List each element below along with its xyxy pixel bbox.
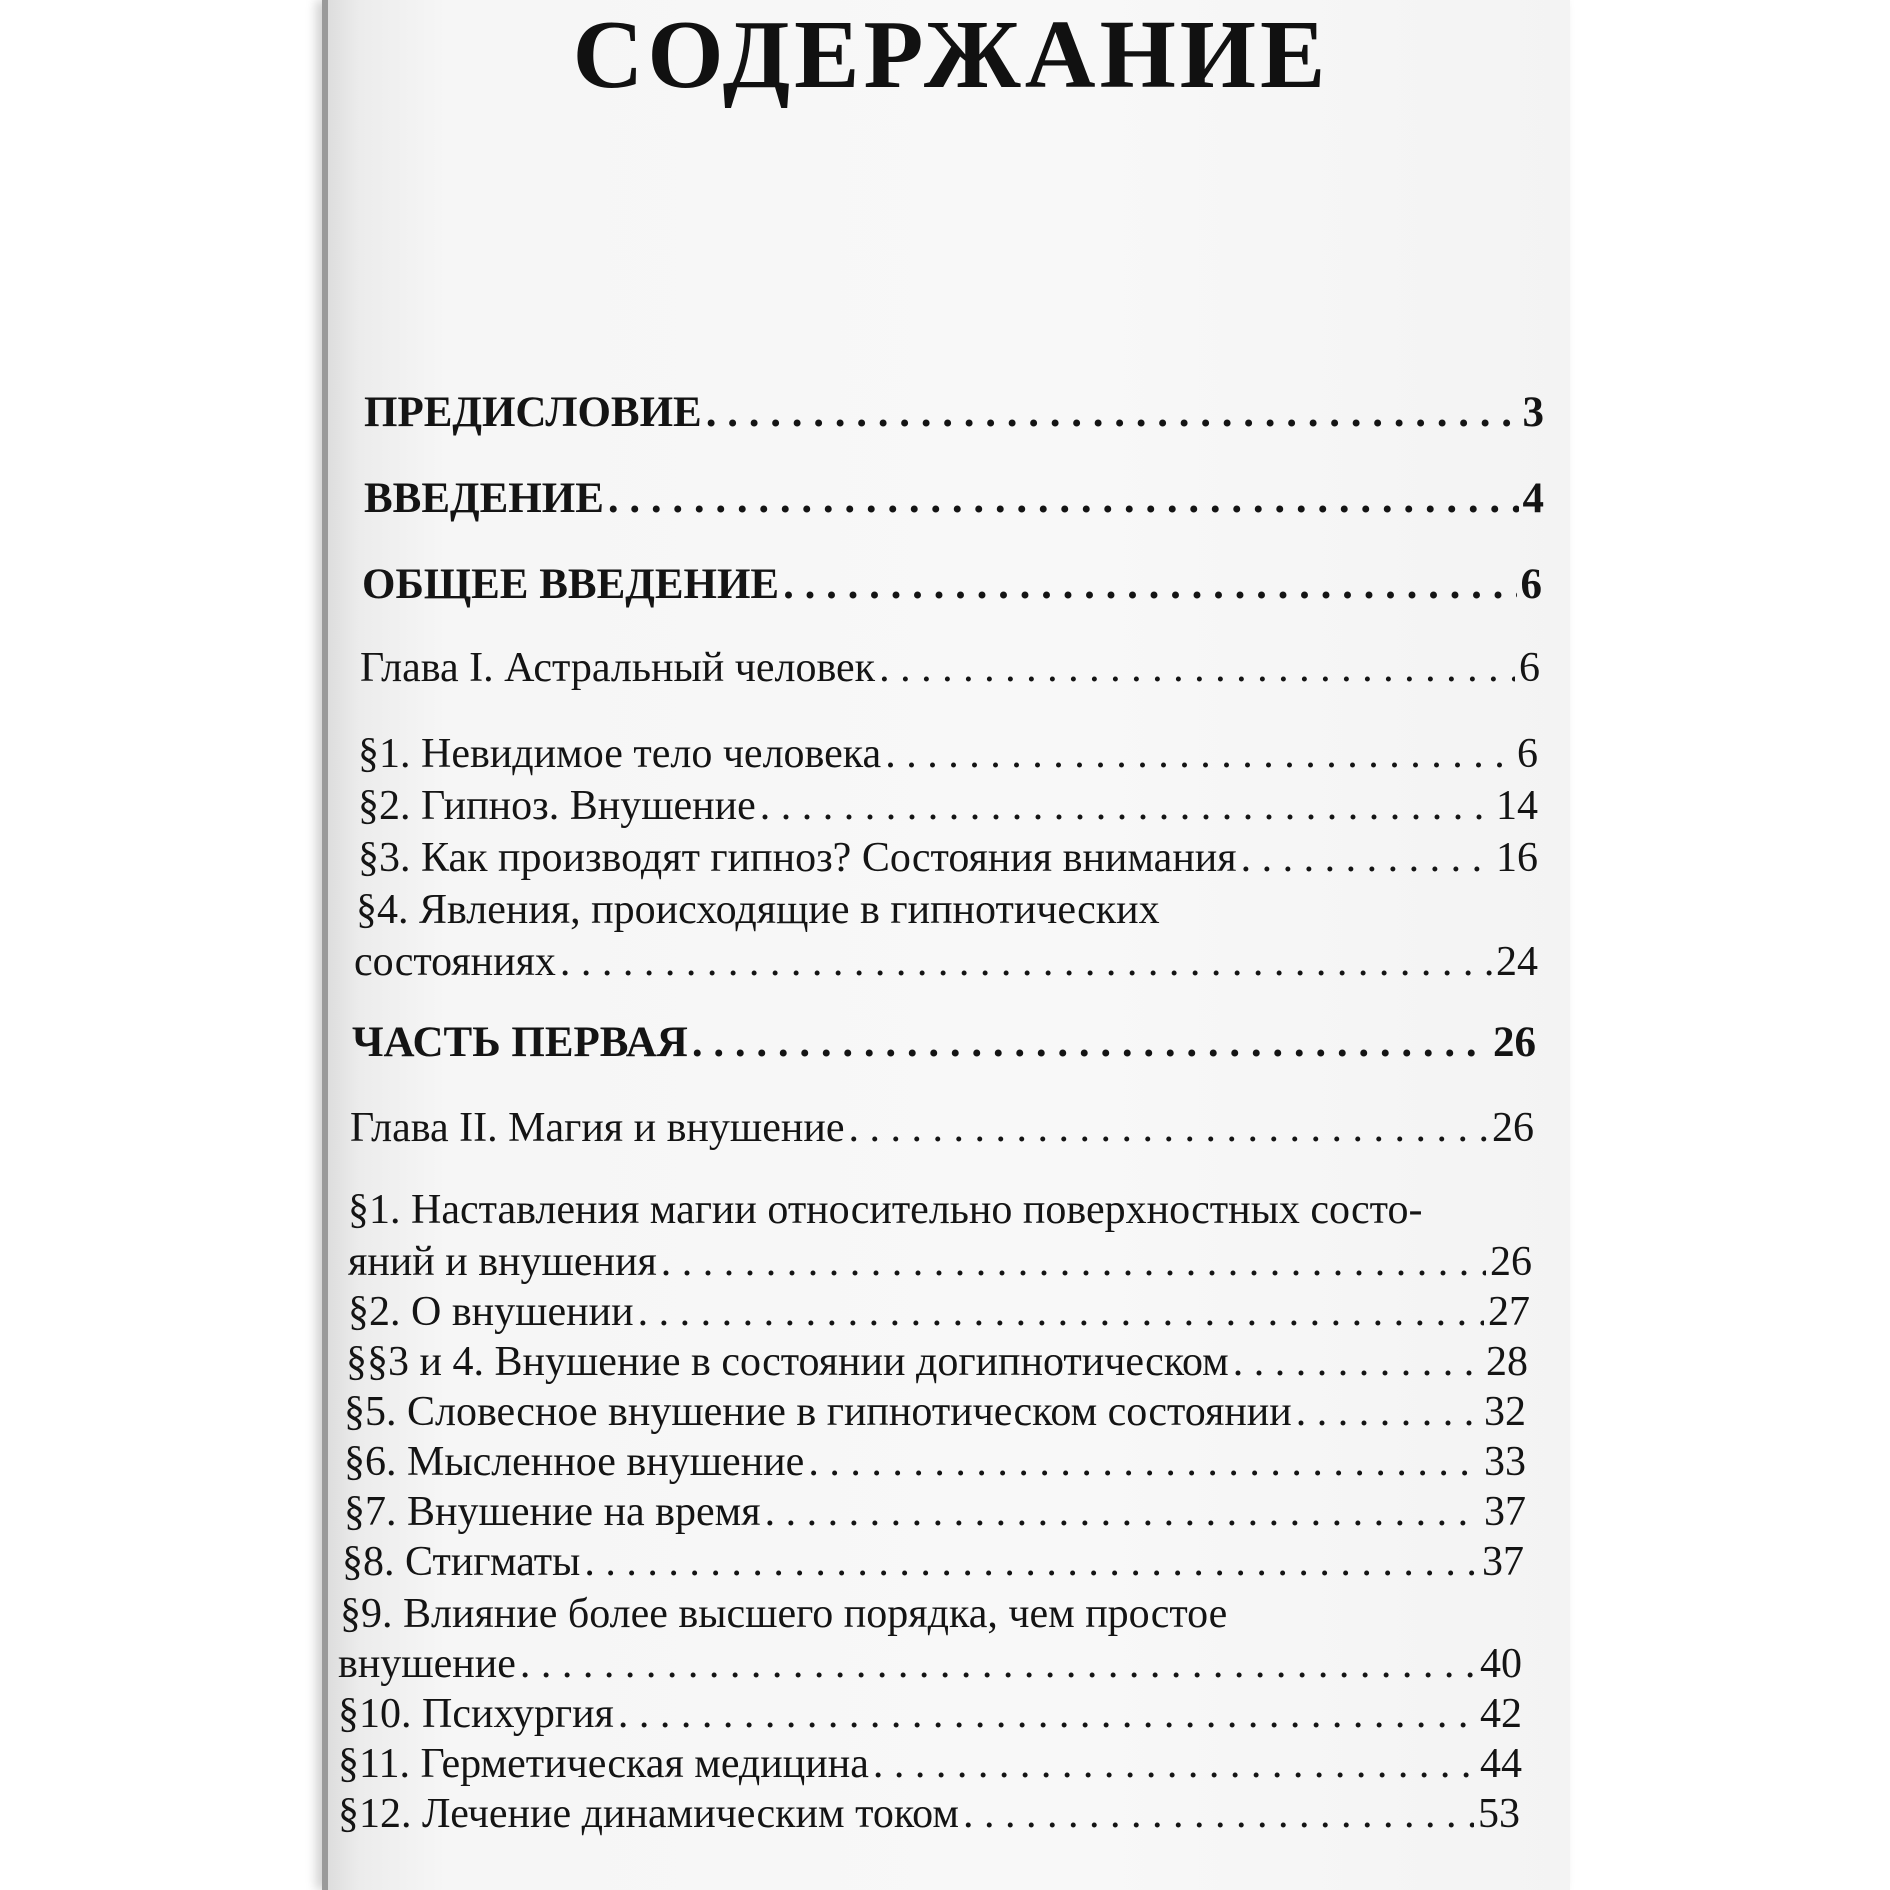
toc-entry-label-line1: §1. Наставления магии относительно поверхностных состо- <box>348 1187 1423 1233</box>
toc-entry-label: §1. Невидимое тело человека <box>358 731 882 777</box>
leader-dots <box>879 644 1515 692</box>
toc-entry-label: внушение <box>338 1641 516 1687</box>
leader-dots <box>848 1104 1488 1152</box>
leader-dots <box>638 1288 1484 1336</box>
toc-entry <box>354 938 1538 986</box>
toc-entry-label: §7. Внушение на время <box>344 1489 761 1535</box>
leader-dots <box>760 782 1492 830</box>
book-page <box>322 0 1570 1890</box>
leader-dots <box>692 1018 1489 1067</box>
leader-dots <box>560 938 1492 986</box>
toc-entry-label: §10. Психургия <box>338 1691 614 1737</box>
toc-entry-label-line1: §4. Явления, происходящие в гипнотических <box>356 887 1160 933</box>
toc-entry-page: 28 <box>1486 1339 1528 1385</box>
toc-entry-page: 3 <box>1522 389 1544 436</box>
toc-entry <box>348 1288 1530 1336</box>
toc-entry-page: 53 <box>1478 1791 1520 1837</box>
table-of-contents <box>322 0 1570 1890</box>
leader-dots <box>584 1538 1478 1586</box>
toc-entry <box>362 560 1542 609</box>
leader-dots <box>661 1238 1486 1286</box>
toc-entry <box>338 1640 1522 1688</box>
toc-entry-label: ВВЕДЕНИЕ <box>364 475 604 522</box>
toc-entry-label: §§3 и 4. Внушение в состоянии догипнотическом <box>346 1339 1229 1385</box>
toc-entry-page: 16 <box>1496 835 1538 881</box>
toc-entry-page: 42 <box>1480 1691 1522 1737</box>
toc-entry-page: 26 <box>1490 1239 1532 1285</box>
toc-entry-label: §11. Герметическая медицина <box>338 1741 869 1787</box>
toc-entry <box>342 1538 1524 1586</box>
toc-entry-page: 6 <box>1517 731 1538 777</box>
toc-entry-page: 27 <box>1488 1289 1530 1335</box>
toc-entry-page: 6 <box>1519 645 1540 691</box>
page-title: СОДЕРЖАНИЕ <box>572 1 1330 109</box>
toc-entry-label: Глава I. Астральный человек <box>360 645 876 691</box>
toc-entry-page: 37 <box>1484 1489 1526 1535</box>
toc-entry-label: яний и внушения <box>348 1239 657 1285</box>
toc-entry-label: ОБЩЕЕ ВВЕДЕНИЕ <box>362 561 780 608</box>
toc-entry <box>344 1488 1526 1536</box>
toc-entry-label: §3. Как производят гипноз? Состояния внимания <box>358 835 1237 881</box>
toc-entry-page: 6 <box>1520 561 1542 608</box>
toc-entry-page: 40 <box>1480 1641 1522 1687</box>
leader-dots <box>1296 1388 1480 1436</box>
toc-entry <box>338 1740 1522 1788</box>
toc-entry-label: ПРЕДИСЛОВИЕ <box>364 389 702 436</box>
toc-entry <box>352 1018 1536 1067</box>
toc-entry <box>358 730 1538 778</box>
leader-dots <box>873 1740 1476 1788</box>
toc-entry <box>358 782 1538 830</box>
leader-dots <box>618 1690 1476 1738</box>
leader-dots <box>808 1438 1480 1486</box>
toc-entry-label: Глава II. Магия и внушение <box>350 1105 845 1151</box>
toc-entry <box>338 1790 1520 1838</box>
leader-dots <box>765 1488 1480 1536</box>
toc-entry <box>344 1388 1526 1436</box>
toc-entry <box>364 474 1544 523</box>
toc-entry-page: 33 <box>1484 1439 1526 1485</box>
leader-dots <box>520 1640 1476 1688</box>
toc-entry-page: 26 <box>1493 1019 1536 1066</box>
toc-entry-page: 14 <box>1496 783 1538 829</box>
leader-dots <box>885 730 1513 778</box>
toc-entry <box>364 388 1544 437</box>
toc-entry <box>346 1338 1528 1386</box>
leader-dots <box>963 1790 1474 1838</box>
toc-entry-label-line1: §9. Влияние более высшего порядка, чем простое <box>340 1591 1228 1637</box>
toc-entry-page: 37 <box>1482 1539 1524 1585</box>
leader-dots <box>1233 1338 1482 1386</box>
toc-entry <box>344 1438 1526 1486</box>
toc-entry-label: §12. Лечение динамическим током <box>338 1791 959 1837</box>
leader-dots <box>608 474 1519 523</box>
toc-entry-label: §5. Словесное внушение в гипнотическом состоянии <box>344 1389 1292 1435</box>
toc-entry-label: ЧАСТЬ ПЕРВАЯ <box>352 1019 688 1066</box>
toc-entry-label: §8. Стигматы <box>342 1539 581 1585</box>
toc-entry-page: 26 <box>1492 1105 1534 1151</box>
leader-dots <box>1241 834 1492 882</box>
toc-entry <box>348 1238 1532 1286</box>
toc-entry-page: 4 <box>1522 475 1544 522</box>
toc-entry <box>358 834 1538 882</box>
toc-entry-page: 44 <box>1480 1741 1522 1787</box>
leader-dots <box>706 388 1519 437</box>
toc-entry <box>338 1690 1522 1738</box>
toc-entry-label: §6. Мысленное внушение <box>344 1439 805 1485</box>
toc-entry <box>350 1104 1534 1152</box>
toc-entry-page: 32 <box>1484 1389 1526 1435</box>
toc-entry-label: состояниях <box>354 939 556 985</box>
toc-entry-label: §2. Гипноз. Внушение <box>358 783 756 829</box>
leader-dots <box>783 560 1516 609</box>
toc-entry <box>360 644 1540 692</box>
toc-entry-page: 24 <box>1496 939 1538 985</box>
toc-entry-label: §2. О внушении <box>348 1289 634 1335</box>
